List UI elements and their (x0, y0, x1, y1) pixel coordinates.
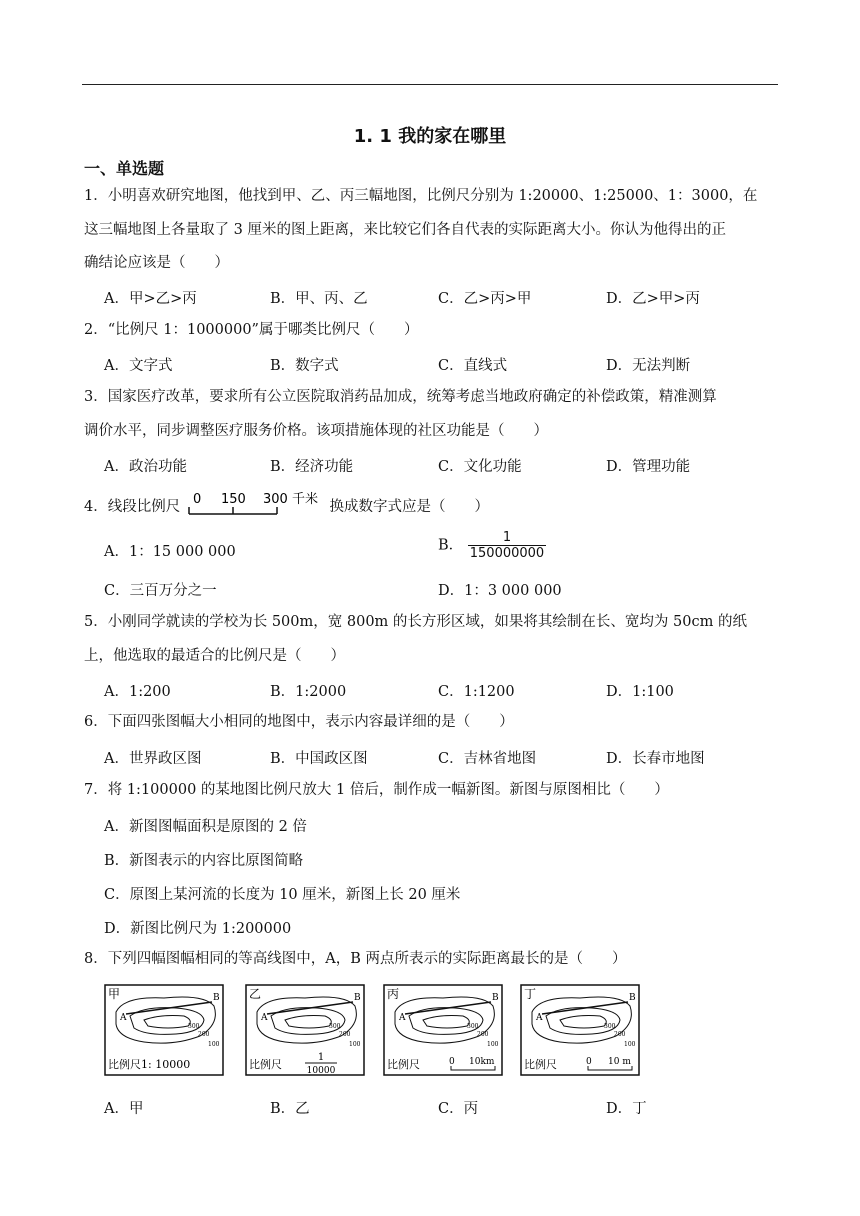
contour-label: 100 (487, 1041, 499, 1048)
contour-label: 200 (339, 1031, 351, 1038)
scale-label-150: 150 (220, 492, 246, 507)
map-scale-text: 比例尺1: 10000 (108, 1058, 191, 1071)
question-text: 5．小刚同学就读的学校为长 500m，宽 800m 的长方形区域，如果将其绘制在长、宽均为 50cm 的纸 (84, 614, 747, 630)
scale-label-0: 0 (192, 492, 202, 507)
contour-map-yi (245, 984, 365, 1076)
contour-map-ding (520, 984, 640, 1076)
map-name: 丙 (387, 987, 400, 1001)
scale-bar-left: 0 (586, 1057, 592, 1067)
contour-label: 300 (604, 1023, 616, 1030)
scale-bar-right: 10 m (608, 1057, 631, 1067)
option-a[interactable]: A．新图图幅面积是原图的 2 倍 (104, 819, 307, 835)
point-a: A (399, 1013, 406, 1023)
option-b[interactable]: B．新图表示的内容比原图简略 (104, 853, 304, 869)
point-b: B (492, 993, 499, 1003)
option-c[interactable]: C．三百万分之一 (104, 583, 217, 599)
page-title: 1. 1 我的家在哪里 (353, 126, 507, 147)
map-scale-text: 比例尺 (249, 1058, 282, 1071)
option-c[interactable]: C．丙 (438, 1101, 479, 1117)
question-text: 7．将 1:100000 的某地图比例尺放大 1 倍后，制作成一幅新图。新图与原图相比（ ） (84, 782, 669, 798)
option-d[interactable]: D．长春市地图 (606, 751, 705, 767)
question-text: 8．下列四幅图幅相同的等高线图中，A，B 两点所表示的实际距离最长的是（ ） (84, 951, 627, 967)
question-text: 3．国家医疗改革，要求所有公立医院取消药品加成，统筹考虑当地政府确定的补偿政策，精准测算 (84, 389, 717, 405)
question-text: 这三幅地图上各量取了 3 厘米的图上距离，来比较它们各自代表的实际距离大小。你认为他得出的正 (84, 221, 726, 238)
map-name: 丁 (524, 987, 537, 1001)
contour-label: 200 (477, 1031, 489, 1038)
question-text: 确结论应该是（ ） (84, 255, 229, 271)
option-d[interactable]: D．1：3 000 000 (438, 583, 562, 599)
question-text: 2．“比例尺 1：1000000”属于哪类比例尺（ ） (84, 322, 419, 338)
contour-map-bing (383, 984, 503, 1076)
question-text: 1．小明喜欢研究地图，他找到甲、乙、丙三幅地图，比例尺分别为 1:20000、1:25000、1：3000，在 (84, 188, 758, 204)
point-a: A (536, 1013, 543, 1023)
option-c[interactable]: C．1:1200 (438, 684, 515, 700)
question-text: 4．线段比例尺 (84, 499, 181, 515)
question-text: 换成数字式应是（ ） (329, 499, 489, 515)
option-d[interactable]: D．管理功能 (606, 459, 691, 475)
point-b: B (629, 993, 636, 1003)
point-a: A (261, 1013, 268, 1023)
option-b[interactable]: B．数字式 (270, 358, 339, 374)
question-6 (84, 706, 778, 740)
option-b[interactable]: B．1:2000 (270, 684, 347, 700)
map-name: 甲 (108, 987, 121, 1001)
option-b[interactable]: B．乙 (270, 1101, 310, 1117)
option-d[interactable]: D．1:100 (606, 684, 674, 700)
point-b: B (354, 993, 361, 1003)
question-1 (84, 180, 778, 281)
option-a[interactable]: A．1：15 000 000 (104, 544, 236, 560)
question-2 (84, 314, 778, 348)
contour-label: 100 (208, 1041, 220, 1048)
option-b[interactable]: B．经济功能 (270, 459, 354, 475)
contour-label: 200 (614, 1031, 626, 1038)
contour-label: 200 (198, 1031, 210, 1038)
question-4 (84, 490, 489, 524)
question-5 (84, 606, 778, 673)
contour-label: 300 (188, 1023, 200, 1030)
contour-label: 100 (349, 1041, 361, 1048)
option-a[interactable]: A．政治功能 (104, 459, 187, 475)
point-a: A (120, 1013, 127, 1023)
question-3 (84, 381, 778, 448)
option-a[interactable]: A．世界政区图 (104, 751, 202, 767)
option-c[interactable]: C．原图上某河流的长度为 10 厘米，新图上长 20 厘米 (104, 887, 461, 903)
question-8 (84, 943, 778, 977)
scale-fraction-den: 10000 (306, 1066, 336, 1076)
fraction (468, 530, 546, 561)
option-b[interactable]: B．中国政区图 (270, 751, 368, 767)
point-b: B (213, 993, 220, 1003)
contour-label: 100 (624, 1041, 636, 1048)
question-text: 调价水平，同步调整医疗服务价格。该项措施体现的社区功能是（ ） (84, 422, 548, 439)
contour-label: 300 (329, 1023, 341, 1030)
map-scale-text: 比例尺 (524, 1058, 557, 1071)
map-scale-text: 比例尺 (387, 1058, 420, 1071)
header-rule (82, 84, 778, 85)
option-d[interactable]: D．乙>甲>丙 (606, 291, 700, 307)
option-b-label: B． (438, 537, 464, 554)
option-a[interactable]: A．1:200 (104, 684, 171, 700)
option-c[interactable]: C．直线式 (438, 358, 508, 374)
scale-bar-left: 0 (449, 1057, 455, 1067)
scale-fraction-num: 1 (317, 1052, 325, 1063)
option-d[interactable]: D．新图比例尺为 1:200000 (104, 921, 292, 937)
option-c[interactable]: C．吉林省地图 (438, 751, 537, 767)
scale-label-300: 300 千米 (262, 492, 318, 507)
contour-label: 300 (467, 1023, 479, 1030)
fraction-numerator: 1 (502, 530, 512, 545)
option-c[interactable]: C．文化功能 (438, 459, 522, 475)
option-d[interactable]: D．无法判断 (606, 358, 691, 374)
option-c[interactable]: C．乙>丙>甲 (438, 291, 532, 307)
section-heading: 一、单选题 (84, 159, 165, 178)
option-b[interactable] (438, 530, 546, 561)
option-a[interactable]: A．文字式 (104, 358, 173, 374)
scale-bar-right: 10km (469, 1057, 495, 1067)
map-name: 乙 (249, 987, 262, 1001)
contour-map-jia (104, 984, 224, 1076)
fraction-denominator: 150000000 (469, 546, 545, 561)
question-7 (84, 774, 778, 808)
question-text: 6．下面四张图幅大小相同的地图中，表示内容最详细的是（ ） (84, 714, 514, 730)
question-text: 上，他选取的最适合的比例尺是（ ） (84, 647, 345, 664)
option-a[interactable]: A．甲 (104, 1101, 144, 1117)
option-d[interactable]: D．丁 (606, 1101, 647, 1117)
option-b[interactable]: B．甲、丙、乙 (270, 291, 368, 307)
option-a[interactable]: A．甲>乙>丙 (104, 291, 197, 307)
linear-scale-figure (185, 490, 325, 524)
